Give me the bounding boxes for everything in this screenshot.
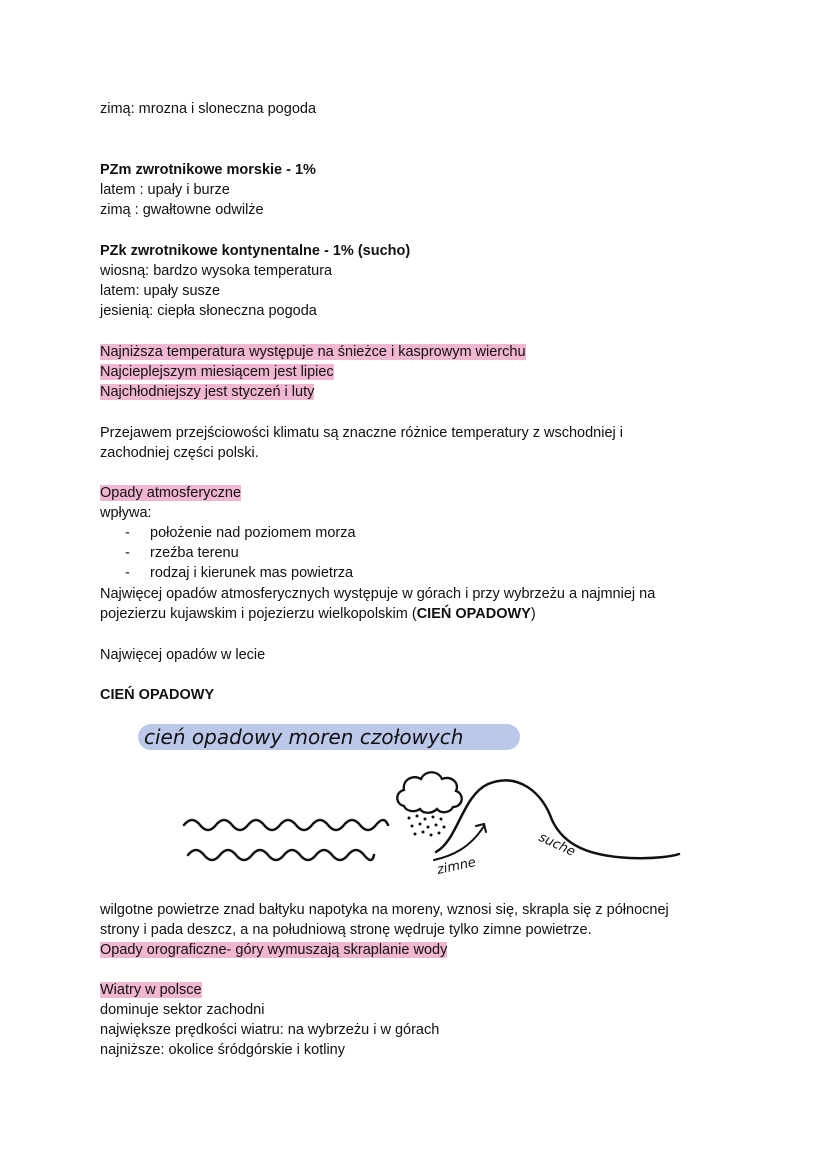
pzk-spring-line: wiosną: bardzo wysoka temperatura: [100, 263, 333, 279]
rising-air-arrow: [434, 824, 486, 860]
cloud-icon: [397, 772, 461, 813]
pzm-heading: PZm zwrotnikowe morskie - 1%: [100, 162, 316, 178]
winds-min-line: najniższe: okolice śródgórskie i kotliny: [100, 1042, 345, 1058]
list-item: - położenie nad poziomem morza: [125, 525, 356, 541]
label-cold: zimne: [435, 855, 478, 878]
rain-shadow-diagram: [138, 722, 698, 892]
winds-heading: Wiatry w polsce: [100, 982, 202, 998]
precipitation-heading: Opady atmosferyczne: [100, 485, 242, 501]
rain-drops-icon: [408, 815, 446, 837]
pzm-winter-line: zimą : gwałtowne odwilże: [100, 202, 264, 218]
precipitation-paragraph-line1: Najwięcej opadów atmosferycznych występuje w górach i przy wybrzeżu a najmniej na: [100, 586, 656, 602]
winds-sector-line: dominuje sektor zachodni: [100, 1002, 265, 1018]
orographic-highlight: Opady orograficzne- góry wymuszają skraplanie wody: [100, 942, 448, 958]
list-item: - rodzaj i kierunek mas powietrza: [125, 565, 354, 581]
moist-air-wave-lower: [188, 850, 374, 860]
highlight-coldest-months: Najchłodniejszy jest styczeń i luty: [100, 384, 315, 400]
precipitation-paragraph-line2: pojezierzu kujawskim i pojezierzu wielkopolskim (CIEŃ OPADOWY): [100, 606, 536, 622]
highlight-warmest-month: Najcieplejszym miesiącem jest lipiec: [100, 364, 334, 380]
transition-paragraph-line1: Przejawem przejściowości klimatu są znaczne różnice temperatury z wschodniej i: [100, 425, 624, 441]
pzm-summer-line: latem : upały i burze: [100, 182, 230, 198]
diagram-title: cień opadowy moren czołowych: [144, 725, 464, 749]
pzk-summer-line: latem: upały susze: [100, 283, 221, 299]
winds-max-speed-line: największe prędkości wiatru: na wybrzeżu i w górach: [100, 1022, 440, 1038]
pzk-heading: PZk zwrotnikowe kontynentalne - 1% (sucho): [100, 243, 411, 259]
rain-shadow-paragraph-line1: wilgotne powietrze znad bałtyku napotyka na moreny, wznosi się, skrapla się z północnej: [100, 902, 669, 918]
moist-air-wave-upper: [184, 820, 388, 830]
pzk-autumn-line: jesienią: ciepła słoneczna pogoda: [100, 303, 317, 319]
winter-weather-line: zimą: mrozna i sloneczna pogoda: [100, 101, 317, 117]
summer-precipitation-line: Najwięcej opadów w lecie: [100, 647, 266, 663]
rain-shadow-heading: CIEŃ OPADOWY: [100, 687, 215, 703]
list-item: - rzeźba terenu: [125, 545, 239, 561]
transition-paragraph-line2: zachodniej części polski.: [100, 445, 259, 461]
highlight-lowest-temperature: Najniższa temperatura występuje na śnieżce i kasprowym wierchu: [100, 344, 526, 360]
label-dry: suche: [536, 830, 578, 860]
rain-shadow-paragraph-line2: strony i pada deszcz, a na południową stronę wędruje tylko zimne powietrze.: [100, 922, 592, 938]
influences-label: wpływa:: [100, 505, 152, 521]
